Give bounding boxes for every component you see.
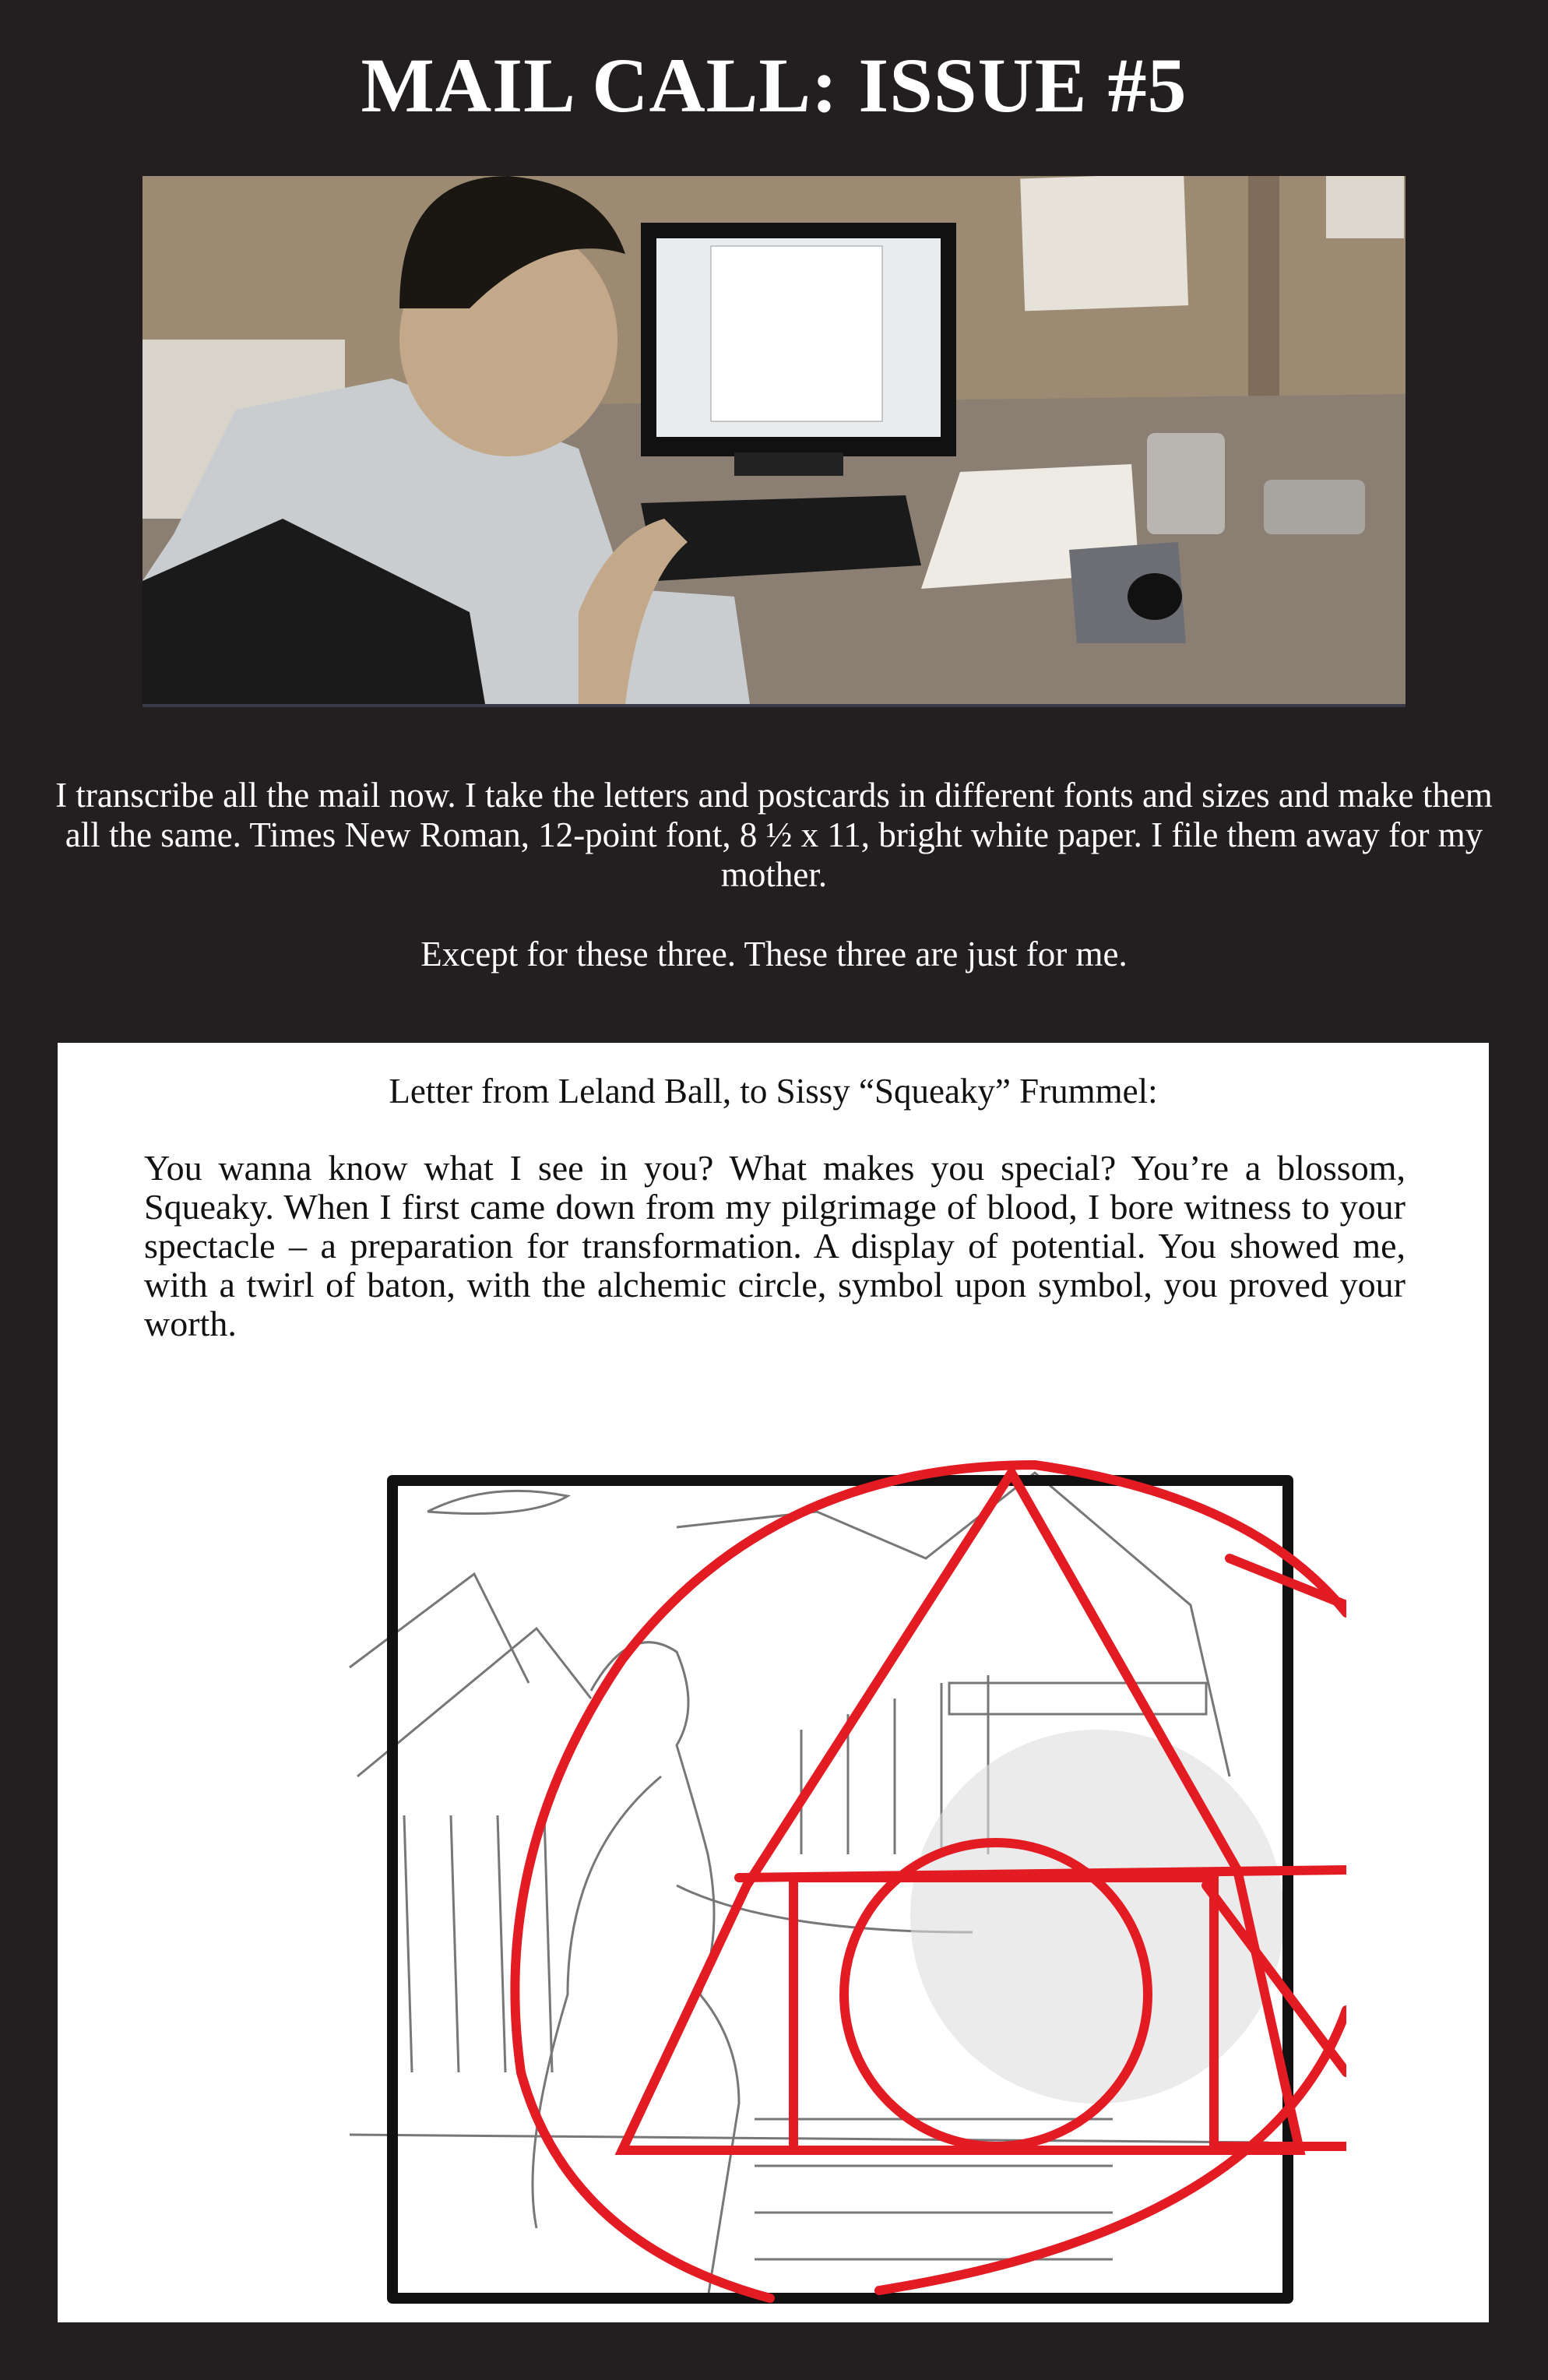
sketch-illustration-alchemic-circle bbox=[334, 1449, 1346, 2318]
intro-text bbox=[55, 776, 1493, 1014]
letter-heading: Letter from Leland Ball, to Sissy “Squeaky” Frummel: bbox=[389, 1072, 1158, 1111]
page-title: MAIL CALL: ISSUE #5 bbox=[361, 42, 1187, 129]
comic-panel-man-typing bbox=[142, 176, 1406, 707]
intro-paragraph: Except for these three. These three are just for me. bbox=[420, 935, 1128, 973]
letter-body: You wanna know what I see in you? What makes you special? You’re a blossom, Squeaky. When I first came down from my pilgrimage of blood, I bore witness to your spectacle – a preparation for transformation. A display of potential. You showed me, with a twirl of baton, with the alchemic circle, symbol upon symbol, you proved your worth. bbox=[144, 1148, 1406, 1343]
letter-card bbox=[58, 1043, 1489, 2322]
intro-paragraph: I transcribe all the mail now. I take the letters and postcards in different fonts and sizes and make them all the same. Times New Roman, 12-point font, 8 ½ x 11, bright white paper. I file them away for my mother. bbox=[55, 776, 1493, 894]
